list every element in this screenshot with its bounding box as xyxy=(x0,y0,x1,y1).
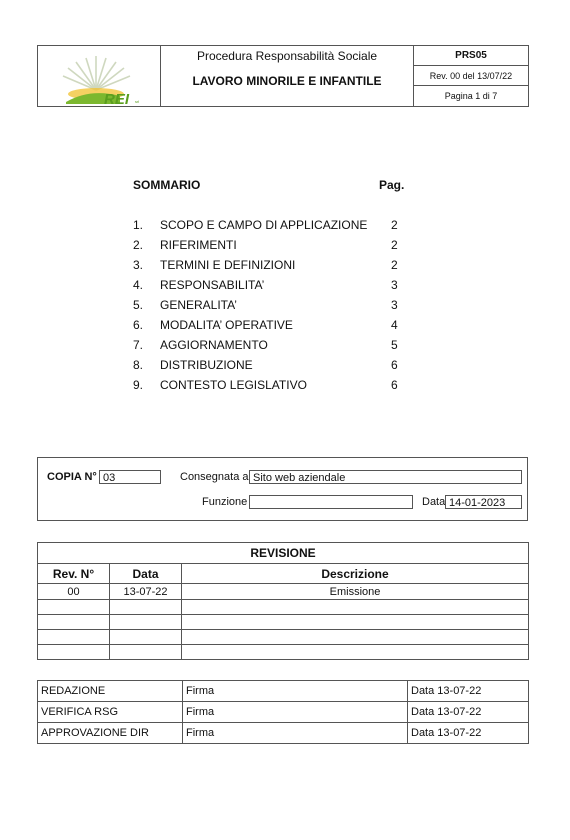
document-code: PRS05 xyxy=(414,46,529,66)
date-cell: Data 13-07-22 xyxy=(408,723,529,744)
rev-description-cell: Emissione xyxy=(182,584,529,600)
document-header xyxy=(37,45,529,107)
table-row xyxy=(38,615,529,630)
role-cell: REDAZIONE xyxy=(38,681,183,702)
table-row xyxy=(38,645,529,660)
table-row xyxy=(38,723,529,744)
toc-item xyxy=(133,358,403,378)
toc-item-number: 9. xyxy=(133,378,144,392)
delivered-to-label: Consegnata a xyxy=(180,471,249,483)
rev-description-cell xyxy=(182,615,529,630)
approval-table xyxy=(37,680,529,744)
copy-number-label: COPIA N° xyxy=(47,471,97,483)
toc-item-number: 8. xyxy=(133,358,144,372)
toc-item-page: 6 xyxy=(391,358,398,372)
toc-item-title: GENERALITA’ xyxy=(160,298,237,312)
rev-description-cell xyxy=(182,630,529,645)
revision-table-title: REVISIONE xyxy=(38,543,529,564)
document-title: LAVORO MINORILE E INFANTILE xyxy=(192,74,382,88)
toc-item xyxy=(133,218,403,238)
logo-text: REI xyxy=(104,91,130,104)
column-header-rev: Rev. N° xyxy=(38,564,110,584)
rev-date-cell xyxy=(110,600,182,615)
revision-table xyxy=(37,542,529,660)
rev-number-cell: 00 xyxy=(38,584,110,600)
table-row xyxy=(38,584,529,600)
copy-distribution-box xyxy=(37,457,528,521)
toc-item xyxy=(133,298,403,318)
company-logo xyxy=(38,46,158,104)
rev-date-cell xyxy=(110,630,182,645)
toc-item-title: SCOPO E CAMPO DI APPLICAZIONE xyxy=(160,218,368,232)
toc-item-page: 6 xyxy=(391,378,398,392)
date-cell: Data 13-07-22 xyxy=(408,681,529,702)
copy-number-field[interactable]: 03 xyxy=(99,470,161,484)
rev-number-cell xyxy=(38,630,110,645)
column-header-description: Descrizione xyxy=(182,564,529,584)
logo-cell xyxy=(38,46,161,107)
role-cell: VERIFICA RSG xyxy=(38,702,183,723)
signature-cell: Firma xyxy=(183,681,408,702)
function-field[interactable] xyxy=(249,495,413,509)
toc-item-page: 3 xyxy=(391,278,398,292)
toc-item-title: AGGIORNAMENTO xyxy=(160,338,268,352)
rev-date-cell xyxy=(110,615,182,630)
rev-description-cell xyxy=(182,600,529,615)
logo-suffix: srl xyxy=(135,99,140,104)
toc-item-page: 2 xyxy=(391,238,398,252)
table-row xyxy=(38,600,529,615)
date-cell: Data 13-07-22 xyxy=(408,702,529,723)
toc-item-title: DISTRIBUZIONE xyxy=(160,358,253,372)
toc-item-number: 4. xyxy=(133,278,144,292)
rev-description-cell xyxy=(182,645,529,660)
table-row xyxy=(38,630,529,645)
title-cell xyxy=(161,46,414,107)
procedure-name: Procedura Responsabilità Sociale xyxy=(196,49,378,63)
toc-item xyxy=(133,278,403,298)
toc-item xyxy=(133,378,403,398)
table-row xyxy=(38,702,529,723)
toc-item-page: 5 xyxy=(391,338,398,352)
column-header-date: Data xyxy=(110,564,182,584)
toc-item-page: 2 xyxy=(391,258,398,272)
delivered-to-field[interactable]: Sito web aziendale xyxy=(249,470,522,484)
toc-item-number: 3. xyxy=(133,258,144,272)
rev-number-cell xyxy=(38,600,110,615)
toc-item-title: RESPONSABILITA’ xyxy=(160,278,265,292)
toc-item-number: 5. xyxy=(133,298,144,312)
toc-item-page: 3 xyxy=(391,298,398,312)
role-cell: APPROVAZIONE DIR xyxy=(38,723,183,744)
table-row xyxy=(38,681,529,702)
date-field[interactable]: 14-01-2023 xyxy=(445,495,522,509)
signature-cell: Firma xyxy=(183,702,408,723)
toc-item xyxy=(133,318,403,338)
toc-item-number: 6. xyxy=(133,318,144,332)
signature-cell: Firma xyxy=(183,723,408,744)
rev-number-cell xyxy=(38,645,110,660)
toc-item xyxy=(133,238,403,258)
toc-item-page: 4 xyxy=(391,318,398,332)
toc-item-title: RIFERIMENTI xyxy=(160,238,237,252)
rev-date-cell: 13-07-22 xyxy=(110,584,182,600)
function-label: Funzione xyxy=(202,496,248,508)
toc-page-label: Pag. xyxy=(379,178,405,192)
revision-info: Rev. 00 del 13/07/22 xyxy=(414,66,529,86)
toc-item-number: 7. xyxy=(133,338,144,352)
rev-number-cell xyxy=(38,615,110,630)
page-info: Pagina 1 di 7 xyxy=(414,86,529,107)
toc-item xyxy=(133,258,403,278)
toc-item-number: 1. xyxy=(133,218,144,232)
toc-item-title: CONTESTO LEGISLATIVO xyxy=(160,378,307,392)
date-label: Data xyxy=(422,496,446,508)
toc-item-number: 2. xyxy=(133,238,144,252)
toc-item-title: MODALITA’ OPERATIVE xyxy=(160,318,293,332)
toc-title: SOMMARIO xyxy=(133,178,201,192)
toc-item-page: 2 xyxy=(391,218,398,232)
toc-item xyxy=(133,338,403,358)
toc-item-title: TERMINI E DEFINIZIONI xyxy=(160,258,296,272)
rev-date-cell xyxy=(110,645,182,660)
